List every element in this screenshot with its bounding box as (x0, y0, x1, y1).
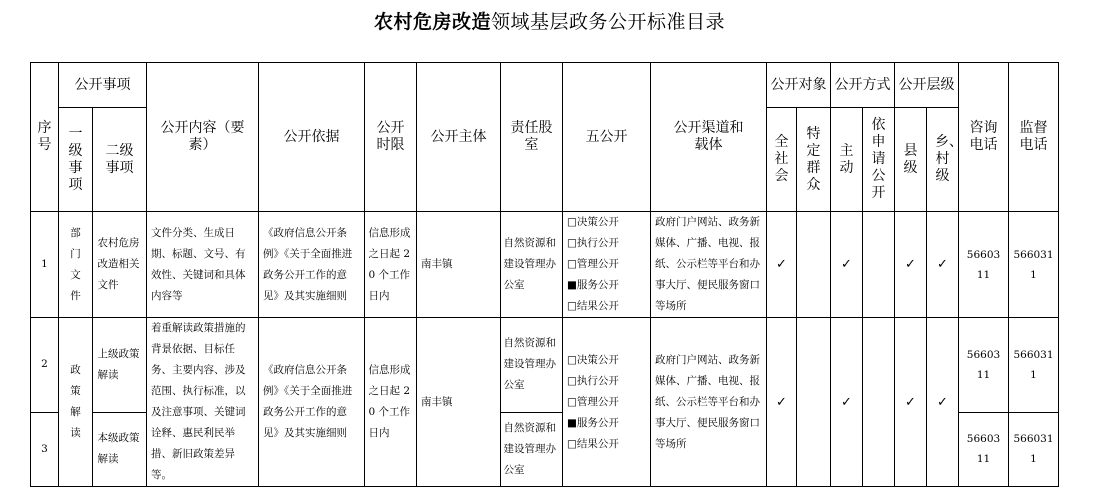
header-time: 公开时限 (365, 63, 417, 212)
row-level2: 上级政策解读 (93, 318, 147, 413)
header-level2: 二级事项 (93, 108, 147, 212)
five-item: □决策公开 (567, 353, 619, 366)
row-mode-apply (863, 318, 895, 487)
row-target-group (797, 318, 831, 487)
row-basis: 《政府信息公开条例》《关于全面推进政务公开工作的意见》及其实施细则 (259, 212, 365, 318)
header-level: 公开层级 (895, 63, 959, 108)
five-item: ■服务公开 (567, 279, 619, 291)
five-item: □决策公开 (567, 216, 619, 228)
row-content: 文件分类、生成日期、标题、文号、有效性、关键词和具体内容等 (147, 212, 259, 318)
row-supervise: 5660311 (1009, 412, 1059, 486)
row-five (563, 212, 651, 318)
five-item: □结果公开 (567, 300, 619, 312)
row-level2: 本级政策解读 (93, 412, 147, 486)
header-items: 公开事项 (59, 63, 147, 108)
header-content: 公开内容（要素） (147, 63, 259, 212)
header-level-town: 乡、村级 (927, 108, 959, 212)
header-mode-apply: 依申请公开 (863, 108, 895, 212)
header-subject: 公开主体 (417, 63, 501, 212)
header-channel: 公开渠道和载体 (651, 63, 767, 212)
header-supervise: 监督电话 (1009, 63, 1059, 212)
table-row (31, 318, 1059, 413)
row-time: 信息形成之日起 20 个工作日内 (365, 318, 417, 487)
row-time: 信息形成之日起 20 个工作日内 (365, 212, 417, 318)
row-supervise: 5660311 (1009, 212, 1059, 318)
five-item: □结果公开 (567, 437, 619, 450)
check-icon: ✓ (767, 212, 797, 318)
check-icon: ✓ (927, 212, 959, 318)
row-mode-apply (863, 212, 895, 318)
check-icon: ✓ (831, 318, 863, 487)
five-item: □管理公开 (567, 258, 619, 270)
check-icon: ✓ (831, 212, 863, 318)
row-phone: 5660311 (959, 318, 1009, 413)
header-mode-active: 主动 (831, 108, 863, 212)
row-phone: 5660311 (959, 412, 1009, 486)
check-icon: ✓ (895, 212, 927, 318)
header-level-county: 县级 (895, 108, 927, 212)
row-seq: 3 (31, 412, 59, 486)
header-mode: 公开方式 (831, 63, 895, 108)
header-level1: 一级事项 (59, 108, 93, 212)
row-phone: 5660311 (959, 212, 1009, 318)
check-icon: ✓ (895, 318, 927, 487)
row-five (563, 318, 651, 487)
row-dept: 自然资源和建设管理办公室 (501, 212, 563, 318)
row-seq: 1 (31, 212, 59, 318)
check-icon: ✓ (927, 318, 959, 487)
row-basis: 《政府信息公开条例》《关于全面推进政务公开工作的意见》及其实施细则 (259, 318, 365, 487)
header-dept: 责任股室 (501, 63, 563, 212)
row-dept: 自然资源和建设管理办公室 (501, 412, 563, 486)
five-item: □管理公开 (567, 395, 619, 408)
header-target: 公开对象 (767, 63, 831, 108)
five-item: □执行公开 (567, 374, 619, 387)
five-item: ■服务公开 (567, 416, 619, 429)
row-level1: 政策解读 (59, 318, 93, 487)
row-channel: 政府门户网站、政务新媒体、广播、电视、报纸、公示栏等平台和办事大厅、便民服务窗口等场所 (651, 318, 767, 487)
catalog-table (30, 62, 1059, 487)
row-seq: 2 (31, 318, 59, 413)
five-item: □执行公开 (567, 237, 619, 249)
row-subject: 南丰镇 (417, 318, 501, 487)
header-five: 五公开 (563, 63, 651, 212)
row-level2: 农村危房改造相关文件 (93, 212, 147, 318)
table-row (31, 212, 1059, 318)
page-title: 农村危房改造领域基层政务公开标准目录 (373, 11, 726, 33)
row-content: 着重解读政策措施的背景依据、目标任务、主要内容、涉及范围、执行标准，以及注意事项、关键词诠释、惠民利民举措、新旧政策差异等。 (147, 318, 259, 487)
header-phone: 咨询电话 (959, 63, 1009, 212)
row-target-group (797, 212, 831, 318)
row-level1: 部门文件 (59, 212, 93, 318)
row-channel: 政府门户网站、政务新媒体、广播、电视、报纸、公示栏等平台和办事大厅、便民服务窗口等场所 (651, 212, 767, 318)
row-subject: 南丰镇 (417, 212, 501, 318)
check-icon: ✓ (767, 318, 797, 487)
row-supervise: 5660311 (1009, 318, 1059, 413)
header-target-all: 全社会 (767, 108, 797, 212)
header-seq: 序号 (31, 63, 59, 212)
header-basis: 公开依据 (259, 63, 365, 212)
header-target-group: 特定群众 (797, 108, 831, 212)
row-dept: 自然资源和建设管理办公室 (501, 318, 563, 413)
